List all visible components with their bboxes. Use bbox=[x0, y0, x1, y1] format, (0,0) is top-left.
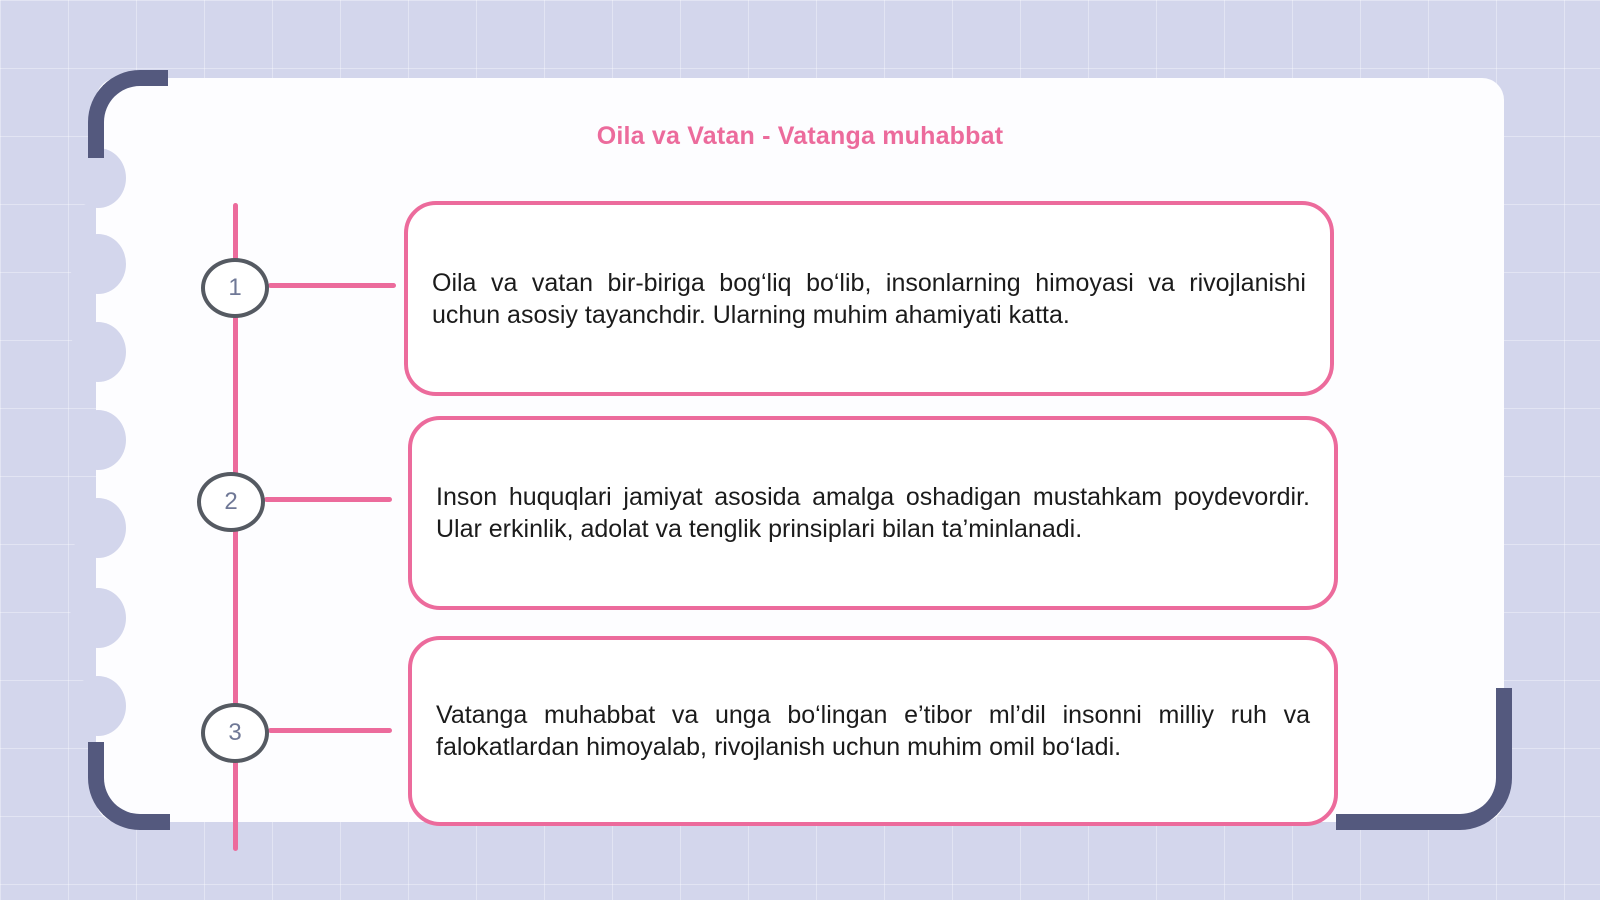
binder-notch bbox=[70, 410, 126, 470]
text-box-1 bbox=[404, 201, 1334, 396]
timeline-connector-1 bbox=[268, 283, 396, 288]
timeline-connector-2 bbox=[264, 497, 392, 502]
step-number-2: 2 bbox=[197, 472, 265, 532]
text-box-3-content: Vatanga muhabbat va unga bo‘lingan e’tibor ml’dil insonni milliy ruh va falokatlardan himoyalab, rivojlanish uchun muhim omil bo‘ladi. bbox=[436, 701, 1310, 761]
slide-title: Oila va Vatan - Vatanga muhabbat bbox=[596, 122, 1004, 150]
timeline-connector-3 bbox=[268, 728, 392, 733]
text-box-1-content: Oila va vatan bir-biriga bog‘liq bo‘lib, insonlarning himoyasi va rivojlanishi uchun asosiy tayanchdir. Ularning muhim ahamiyati katta. bbox=[432, 268, 1306, 329]
binder-notch bbox=[70, 322, 126, 382]
binder-notch bbox=[70, 676, 126, 736]
text-box-2 bbox=[408, 416, 1338, 610]
corner-bracket-bottom-right bbox=[1336, 688, 1512, 830]
text-box-3 bbox=[408, 636, 1338, 826]
binder-notch bbox=[70, 234, 126, 294]
corner-bracket-bottom-left bbox=[88, 742, 170, 830]
binder-notch bbox=[70, 498, 126, 558]
text-box-2-content: Inson huquqlari jamiyat asosida amalga oshadigan mustahkam poydevordir. Ular erkinlik, adolat va tenglik prinsiplari bilan ta’minlanadi. bbox=[436, 483, 1310, 543]
binder-notch bbox=[70, 588, 126, 648]
step-number-1: 1 bbox=[201, 258, 269, 318]
step-number-3: 3 bbox=[201, 703, 269, 763]
